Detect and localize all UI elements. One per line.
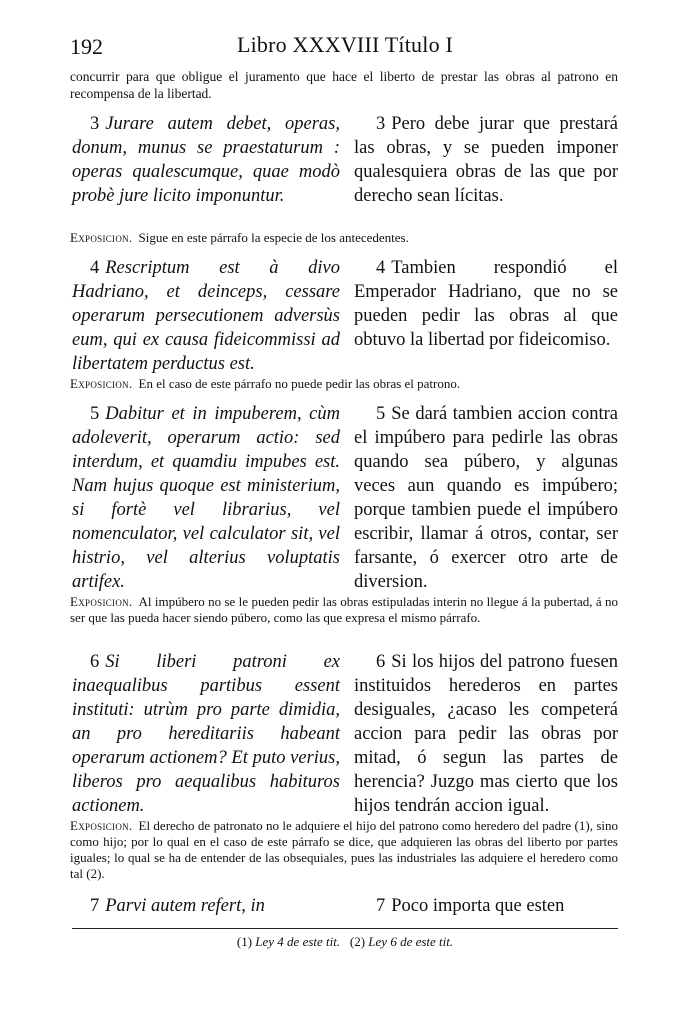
footnote-text: Ley 4 de este tit. bbox=[255, 934, 341, 949]
footnote-divider bbox=[72, 928, 618, 929]
section-number: 6 bbox=[376, 652, 386, 672]
page-number: 192 bbox=[70, 34, 103, 59]
latin-body: Rescriptum est à divo Hadriano, et deinceps, cessare operarum persecutionem adversùs eum, qui ex causa fideicommissi ad libertatem perductus est. bbox=[72, 258, 340, 374]
page-header bbox=[70, 32, 620, 62]
running-title: Libro XXXVIII Título I bbox=[236, 32, 453, 57]
section-3 bbox=[72, 112, 618, 224]
section-number: 3 bbox=[90, 114, 100, 134]
latin-text bbox=[72, 650, 340, 818]
spanish-text bbox=[354, 256, 618, 352]
exposition-text: Sigue en este párrafo la especie de los antecedentes. bbox=[138, 230, 409, 245]
exposition-label: Exposicion. bbox=[70, 230, 133, 245]
exposition-label: Exposicion. bbox=[70, 594, 133, 609]
section-number: 7 bbox=[376, 896, 386, 916]
spanish-text bbox=[354, 112, 618, 208]
section-number: 7 bbox=[90, 896, 100, 916]
latin-body: Jurare autem debet, operas, donum, munus se praestaturum : operas qualescumque, quae modò probè jure licito imponuntur. bbox=[72, 114, 340, 206]
exposition-label: Exposicion. bbox=[70, 818, 133, 833]
latin-text bbox=[72, 894, 340, 918]
spanish-body: Poco importa que esten bbox=[391, 896, 565, 916]
exposition-5 bbox=[70, 594, 618, 626]
exposition-6 bbox=[70, 818, 618, 882]
exposition-text: En el caso de este párrafo no puede pedir las obras el patrono. bbox=[138, 376, 461, 391]
exposition-text: Al impúbero no se le pueden pedir las obras estipuladas interin no llegue á la pubertad, á no ser que las pueda hacer siendo púbero, como las que expresa el mismo párrafo. bbox=[70, 594, 618, 625]
exposition-4 bbox=[70, 376, 618, 392]
spanish-text bbox=[354, 650, 618, 818]
section-number: 4 bbox=[90, 258, 100, 278]
section-4 bbox=[72, 256, 618, 374]
spanish-text bbox=[354, 402, 618, 594]
latin-body: Dabitur et in impuberem, cùm adoleverit, operarum actio: sed interdum, et quamdiu impubes est. Nam hujus quoque est ministerium, si fortè vel librarius, vel nomenculator, vel calculator sit, vel histrio, vel alterius voluptatis artifex. bbox=[72, 404, 340, 592]
section-number: 6 bbox=[90, 652, 100, 672]
spanish-body: Se dará tambien accion contra el impúbero para pedirle las obras quando sea púbero, y algunas veces aun quando es impúbero; porque tambien puede el impúbero escribir, llamar á otros, contar, ser farsante, ó exercer otro arte de diversion. bbox=[354, 404, 618, 592]
section-5 bbox=[72, 402, 618, 592]
latin-body: Si liberi patroni ex inaequalibus partibus essent instituti: utrùm pro parte dimidia, an pro hereditariis habeant operarum actionem? Et puto verius, liberos pro aequalibus habituros actionem. bbox=[72, 652, 340, 816]
intro-paragraph: concurrir para que obligue el juramento que hace el liberto de prestar las obras al patrono en recompensa de la libertad. bbox=[70, 69, 618, 101]
latin-text bbox=[72, 256, 340, 376]
latin-text bbox=[72, 112, 340, 208]
footnote-text: Ley 6 de este tit. bbox=[368, 934, 454, 949]
spanish-body: Tambien respondió el Emperador Hadriano, que no se pueden pedir las obras al que obtuvo la libertad por fideicomiso. bbox=[354, 258, 618, 350]
spanish-text bbox=[354, 894, 618, 918]
exposition-3 bbox=[70, 230, 618, 246]
exposition-label: Exposicion. bbox=[70, 376, 133, 391]
section-number: 5 bbox=[90, 404, 100, 424]
section-number: 4 bbox=[376, 258, 386, 278]
section-7 bbox=[72, 894, 618, 922]
latin-text bbox=[72, 402, 340, 594]
footnote-mark: (1) bbox=[236, 934, 253, 949]
section-6 bbox=[72, 650, 618, 816]
footnotes bbox=[72, 934, 618, 950]
footnote-mark: (2) bbox=[349, 934, 366, 949]
spanish-body: Pero debe jurar que prestará las obras, y se pueden imponer qualesquiera obras de las que por derecho sean lícitas. bbox=[354, 114, 618, 206]
exposition-text: El derecho de patronato no le adquiere el hijo del patrono como heredero del padre (1), sino como hijo; por lo qual en el caso de este párrafo se dice, que adquieren las obras del liberto por partes iguales; lo qual se ha de entender de las obsequiales, pues las industriales las adquiere el heredero como tal (2). bbox=[70, 818, 618, 881]
section-number: 5 bbox=[376, 404, 386, 424]
spanish-body: Si los hijos del patrono fuesen instituidos herederos en partes desiguales, ¿acaso les competerá accion para pedir las obras por mitad, ó segun las partes de herencia? Juzgo mas cierto que los hijos tendrán accion igual. bbox=[354, 652, 618, 816]
latin-body: Parvi autem refert, in bbox=[105, 896, 265, 916]
section-number: 3 bbox=[376, 114, 386, 134]
